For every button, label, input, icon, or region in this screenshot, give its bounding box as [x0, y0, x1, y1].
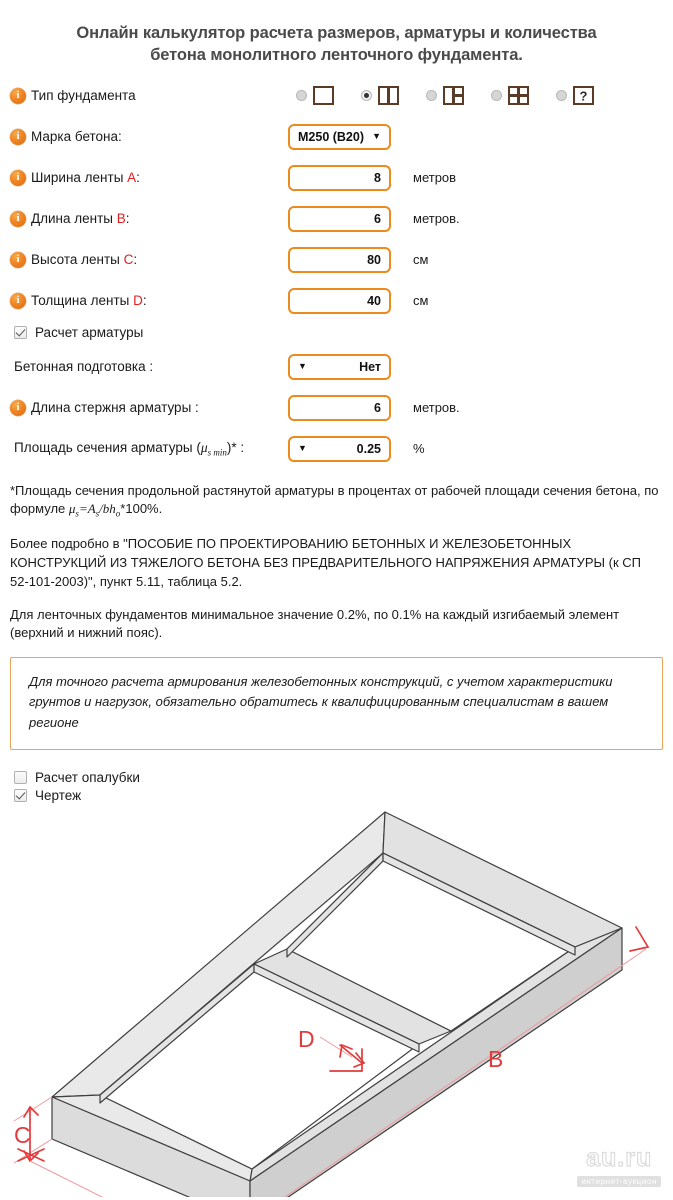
width-a-unit: метров [413, 170, 457, 186]
length-b-label: Длина ленты B: [31, 211, 130, 227]
row-concrete-grade [10, 120, 663, 154]
info-icon[interactable]: i [10, 293, 26, 309]
row-concrete-prep [10, 350, 663, 384]
square-split-three-icon[interactable] [443, 86, 464, 105]
reference-text: Более подробно в "ПОСОБИЕ ПО ПРОЕКТИРОВАНИЮ БЕТОННЫХ И ЖЕЛЕЗОБЕТОННЫХ КОНСТРУКЦИЙ ИЗ ТЯЖЕЛОГО БЕТОНА БЕЗ ПРЕДВАРИТЕЛЬНОГО НАПРЯЖЕНИЯ АРМАТУРЫ (к СП 52-101-2003)", пункт 5.11, таблица 5.2. [10, 536, 641, 589]
width-a-input[interactable] [288, 165, 391, 191]
label-concrete-prep [10, 359, 288, 374]
rebar-length-input[interactable] [288, 395, 391, 421]
rebar-area-label: Площадь сечения арматуры $(\mu_{s min})*$ : [14, 439, 245, 458]
foundation-type-label: Тип фундамента [31, 88, 136, 104]
concrete-grade-select[interactable] [288, 124, 391, 150]
info-icon[interactable]: i [10, 400, 26, 416]
label-rebar-area [10, 440, 288, 458]
concrete-prep-select[interactable] [288, 354, 391, 380]
square-split-vertical-icon[interactable] [378, 86, 399, 105]
rebar-calc-checkbox[interactable] [14, 326, 27, 339]
label-rebar-length [10, 400, 288, 416]
width-a-value: 8 [374, 170, 381, 185]
rebar-length-value: 6 [374, 400, 381, 415]
row-foundation-type [10, 79, 663, 113]
formwork-calc-label: Расчет опалубки [35, 769, 140, 785]
height-c-value: 80 [367, 252, 381, 267]
thickness-d-letter: D [133, 293, 143, 309]
row-height-c [10, 243, 663, 277]
radio-option-type-four-cell[interactable] [491, 86, 529, 105]
width-a-letter: A [127, 170, 137, 186]
concrete-prep-label: Бетонная подготовка : [14, 359, 154, 375]
watermark [577, 1143, 661, 1189]
label-width-a [10, 170, 288, 186]
minimum-value-text: Для ленточных фундаментов минимальное значение 0.2%, по 0.1% на каждый изгибаемый элемент (верхний и нижний пояс). [10, 606, 620, 641]
concrete-grade-value: M250 (B20) [298, 129, 364, 144]
rebar-area-value: 0.25 [356, 441, 381, 456]
foundation-type-options [288, 86, 663, 105]
rebar-area-unit: % [413, 441, 425, 457]
dimension-label-b: B [488, 1045, 504, 1072]
radio-dot-type-plain[interactable] [296, 90, 307, 101]
row-width-a [10, 161, 663, 195]
concrete-grade-label: Марка бетона: [31, 129, 122, 145]
label-thickness-d [10, 293, 288, 309]
thickness-d-value: 40 [367, 293, 381, 308]
info-icon[interactable]: i [10, 211, 26, 227]
height-c-letter: C [123, 252, 134, 268]
info-icon[interactable]: i [10, 252, 26, 268]
label-height-c [10, 252, 288, 268]
radio-dot-type-two-cell[interactable] [361, 90, 372, 101]
width-a-label: Ширина ленты A: [31, 170, 140, 186]
row-formwork-calc [14, 770, 663, 785]
thickness-d-label: Толщина ленты D: [31, 293, 147, 309]
row-length-b [10, 202, 663, 236]
warning-notice: Для точного расчета армирования железобетонных конструкций, с учетом характеристики грунтов и нагрузок, обязательно обратитесь к квалифицированным специалистам в вашем регионе [10, 657, 663, 749]
thickness-d-unit: см [413, 293, 429, 309]
drawing-toggle-label: Чертеж [35, 787, 82, 803]
output-options [14, 770, 663, 803]
watermark-sub: интернет-аукцион [577, 1176, 661, 1188]
radio-option-type-two-cell[interactable] [361, 86, 399, 105]
info-icon[interactable]: i [10, 170, 26, 186]
dimension-label-d: D [298, 1025, 315, 1052]
question-mark-icon[interactable] [573, 86, 594, 105]
question-mark-glyph: ? [579, 88, 588, 104]
chevron-down-icon: ▼ [298, 443, 307, 454]
label-length-b [10, 211, 288, 227]
page-title-line-1: Онлайн калькулятор расчета размеров, арматуры и количества [76, 24, 597, 42]
square-empty-icon[interactable] [313, 86, 334, 105]
watermark-main: au.ru [586, 1143, 653, 1172]
radio-dot-type-three-cell[interactable] [426, 90, 437, 101]
radio-dot-type-custom[interactable] [556, 90, 567, 101]
radio-option-type-plain[interactable] [296, 86, 334, 105]
formwork-calc-checkbox[interactable] [14, 771, 27, 784]
radio-dot-type-four-cell[interactable] [491, 90, 502, 101]
label-concrete-grade [10, 129, 288, 145]
chevron-down-icon: ▼ [372, 131, 381, 142]
thickness-d-input[interactable] [288, 288, 391, 314]
info-icon[interactable]: i [10, 88, 26, 104]
rebar-length-unit: метров. [413, 400, 460, 416]
footnote-area-definition: *Площадь сечения продольной растянутой арматуры в процентах от рабочей площади сечения бетона, по формуле $\mu_s=A_s/bh_o*100\%$. [10, 482, 659, 519]
length-b-unit: метров. [413, 211, 460, 227]
dimension-label-c: C [14, 1121, 31, 1148]
square-split-quad-icon[interactable] [508, 86, 529, 105]
radio-option-type-custom[interactable] [556, 86, 594, 105]
rebar-area-select[interactable] [288, 436, 391, 462]
concrete-prep-value: Нет [359, 359, 381, 374]
page-title-line-2: бетона монолитного ленточного фундамента. [150, 46, 523, 65]
length-b-letter: B [116, 211, 126, 227]
rebar-length-label: Длина стержня арматуры : [31, 400, 199, 416]
row-drawing-toggle [14, 788, 663, 803]
calculator-form [0, 73, 673, 466]
row-rebar-area [10, 432, 663, 466]
radio-option-type-three-cell[interactable] [426, 86, 464, 105]
row-thickness-d [10, 284, 663, 318]
length-b-input[interactable] [288, 206, 391, 232]
row-rebar-length [10, 391, 663, 425]
label-foundation-type [10, 88, 288, 104]
rebar-calc-label: Расчет арматуры [35, 324, 144, 340]
length-b-value: 6 [374, 211, 381, 226]
info-icon[interactable]: i [10, 129, 26, 145]
foundation-overlay-svg [0, 809, 673, 1197]
height-c-label: Высота ленты C: [31, 252, 138, 268]
height-c-unit: см [413, 252, 429, 268]
height-c-input[interactable] [288, 247, 391, 273]
foundation-drawing [0, 809, 673, 1197]
drawing-toggle-checkbox[interactable] [14, 789, 27, 802]
page-title [0, 0, 673, 73]
chevron-down-icon: ▼ [298, 361, 307, 372]
row-rebar-calc [14, 325, 663, 340]
